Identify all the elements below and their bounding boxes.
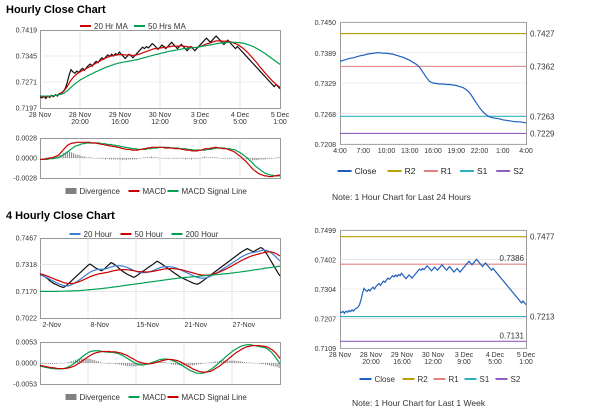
divergence-bar — [277, 363, 278, 367]
divergence-bar — [69, 152, 70, 158]
divergence-bar — [204, 157, 205, 158]
divergence-bar — [165, 362, 166, 363]
price-legend-item-50-hrs-ma[interactable] — [134, 22, 186, 31]
pivot-xtick: 20:00 — [362, 359, 380, 366]
divergence-bar — [100, 362, 101, 363]
price-ytick: 0.7467 — [15, 235, 37, 243]
macd-ytick: 0.0053 — [15, 339, 37, 347]
divergence-bar — [211, 362, 212, 363]
pivot-xtick: 4:00 — [333, 148, 347, 155]
pivot-ytick: 0.7329 — [314, 81, 336, 88]
price-ytick: 0.7022 — [15, 315, 37, 323]
divergence-bar — [174, 158, 175, 159]
divergence-bar — [217, 361, 218, 363]
pivot-xtick: 16:00 — [393, 359, 411, 366]
divergence-bar — [56, 363, 57, 364]
divergence-bar — [71, 361, 72, 363]
price-xtick: 1:00 — [273, 119, 287, 126]
divergence-bar — [190, 363, 191, 365]
price-xtick: 28 Nov — [68, 112, 92, 119]
price-xtick: 28 Nov — [28, 112, 52, 119]
divergence-bar — [87, 359, 88, 363]
divergence-bar — [171, 363, 172, 364]
divergence-bar — [130, 158, 131, 159]
legend-label: Close — [374, 375, 395, 384]
divergence-bar — [183, 158, 184, 159]
price-ytick: 0.7271 — [15, 79, 37, 87]
divergence-bar — [261, 363, 262, 364]
divergence-bar — [227, 361, 228, 363]
divergence-bar — [263, 158, 264, 159]
pivot-level-label: 0.7263 — [530, 112, 555, 122]
pivot-ytick: 0.7450 — [314, 20, 336, 27]
divergence-bar — [136, 158, 137, 159]
divergence-bar — [163, 362, 164, 363]
divergence-bar — [263, 363, 264, 364]
pivot-legend-item-close[interactable] — [360, 375, 396, 384]
divergence-bar — [108, 363, 109, 364]
divergence-bar — [214, 157, 215, 158]
price-xtick: 15-Nov — [136, 322, 160, 329]
divergence-bar — [103, 158, 104, 159]
pivot-level-label: 0.7477 — [530, 232, 555, 242]
divergence-bar — [244, 158, 245, 159]
divergence-bar — [198, 363, 199, 364]
pivot-xtick: 30 Nov — [421, 352, 445, 359]
hourly-pivot-chart-panel — [296, 14, 596, 206]
pivot-legend-item-r2[interactable] — [403, 375, 429, 384]
legend-label: 200 Hour — [185, 230, 219, 239]
pivot-xtick: 9:00 — [457, 359, 471, 366]
legend-label: Close — [354, 166, 377, 176]
divergence-bar — [269, 363, 270, 365]
pivot-legend-item-r1[interactable] — [424, 166, 452, 176]
divergence-bar — [44, 363, 45, 364]
divergence-bar — [129, 363, 130, 366]
pivot-ytick: 0.7208 — [314, 142, 336, 149]
price-xtick: 29 Nov — [108, 112, 132, 119]
divergence-bar — [189, 158, 190, 159]
divergence-bar — [98, 361, 99, 363]
divergence-bar — [119, 158, 120, 159]
divergence-bar — [101, 158, 102, 159]
divergence-bar — [67, 362, 68, 363]
pivot-level-label: 0.7427 — [530, 29, 555, 39]
divergence-bar — [117, 363, 118, 364]
divergence-bar — [127, 363, 128, 366]
divergence-bar — [206, 157, 207, 158]
pivot-level-label: 0.7213 — [530, 312, 555, 322]
divergence-bar — [52, 363, 53, 364]
price-xtick: 3 Dec — [190, 112, 210, 119]
price-legend-item-20-hr-ma[interactable] — [80, 22, 128, 31]
series-macd — [40, 345, 280, 374]
hourly-close-chart-svg — [4, 16, 292, 196]
divergence-bar — [246, 362, 247, 363]
divergence-bar — [208, 157, 209, 158]
legend-label: MACD Signal Line — [181, 393, 247, 402]
macd-ytick: -0.0028 — [13, 175, 37, 183]
divergence-bar — [175, 363, 176, 365]
pivot-xtick: 1:00 — [519, 359, 533, 366]
divergence-bar — [131, 363, 132, 366]
divergence-bar — [261, 158, 262, 159]
divergence-bar — [125, 363, 126, 366]
pivot-legend-item-s1[interactable] — [460, 166, 488, 176]
pivot-xtick: 10:00 — [377, 148, 396, 155]
weekly-pivot-chart-svg — [296, 222, 596, 398]
price-xtick: 4 Dec — [230, 112, 250, 119]
divergence-bar — [166, 158, 167, 159]
divergence-bar — [71, 152, 72, 158]
macd-ytick: 0.0028 — [15, 135, 37, 143]
divergence-bar — [168, 158, 169, 159]
legend-label: Divergence — [79, 393, 120, 402]
divergence-bar — [40, 363, 41, 364]
divergence-bar — [275, 363, 276, 367]
divergence-bar — [126, 158, 127, 160]
divergence-bar — [90, 157, 91, 158]
divergence-bar — [187, 158, 188, 159]
divergence-bar — [69, 362, 70, 363]
divergence-bar — [202, 157, 203, 158]
weekly-pivot-chart-panel — [296, 222, 596, 412]
pivot-ytick: 0.7389 — [314, 50, 336, 58]
legend-label: MACD Signal Line — [181, 187, 247, 196]
weekly-pivot-note: Note: 1 Hour Chart for Last 1 Week — [352, 398, 486, 408]
legend-label: S2 — [513, 166, 524, 176]
series-macd-signal-line — [40, 346, 280, 373]
pivot-level-label: 0.7386 — [499, 254, 524, 264]
divergence-bar — [236, 361, 237, 363]
pivot-legend-item-s2[interactable] — [496, 375, 521, 384]
divergence-bar — [54, 363, 55, 364]
legend-label: 50 Hrs MA — [148, 22, 186, 31]
divergence-bar — [252, 158, 253, 160]
divergence-bar — [77, 154, 78, 158]
macd-plot-frame — [41, 343, 281, 385]
divergence-bar — [256, 158, 257, 160]
divergence-bar — [271, 363, 272, 366]
divergence-bar — [258, 158, 259, 160]
divergence-bar — [132, 158, 133, 159]
pivot-xtick: 28 Nov — [328, 352, 352, 359]
divergence-bar — [277, 157, 278, 158]
pivot-level-label: 0.7229 — [530, 129, 555, 139]
divergence-bar — [82, 157, 83, 158]
divergence-bar — [73, 153, 74, 158]
divergence-bar — [210, 157, 211, 158]
divergence-bar — [80, 156, 81, 158]
divergence-bar — [240, 361, 241, 363]
macd-ytick: 0.0000 — [15, 360, 37, 368]
price-legend-item-200-hour[interactable] — [172, 230, 219, 239]
pivot-legend-item-close[interactable] — [338, 166, 377, 176]
divergence-bar — [113, 158, 114, 159]
divergence-bar — [191, 158, 192, 159]
divergence-bar — [92, 360, 93, 363]
divergence-bar — [223, 158, 224, 159]
series-close — [340, 53, 526, 123]
legend-label: R1 — [440, 166, 452, 176]
divergence-bar — [271, 158, 272, 159]
price-xtick: 2-Nov — [42, 322, 62, 329]
legend-label: R1 — [448, 375, 459, 384]
pivot-xtick: 1:00 — [495, 148, 510, 155]
four-hourly-close-chart-svg — [4, 222, 292, 406]
pivot-xtick: 5:00 — [488, 359, 502, 366]
legend-label: R2 — [404, 166, 416, 176]
series-close — [340, 259, 526, 313]
pivot-ytick: 0.7402 — [314, 257, 336, 265]
price-xtick: 9:00 — [193, 119, 207, 126]
pivot-legend-item-s1[interactable] — [465, 375, 490, 384]
divergence-bar — [111, 158, 112, 159]
divergence-bar — [239, 158, 240, 159]
divergence-bar — [216, 157, 217, 158]
divergence-bar — [192, 363, 193, 365]
divergence-bar — [202, 363, 203, 364]
pivot-xtick: 16:00 — [424, 148, 442, 155]
divergence-bar — [88, 359, 89, 363]
divergence-bar — [151, 157, 152, 158]
divergence-bar — [221, 158, 222, 159]
divergence-bar — [110, 363, 111, 364]
divergence-bar — [267, 158, 268, 159]
divergence-bar — [273, 363, 274, 366]
divergence-bar — [227, 158, 228, 159]
price-xtick: 20:00 — [71, 119, 89, 126]
divergence-bar — [181, 158, 182, 159]
price-xtick: 21-Nov — [184, 322, 208, 329]
divergence-bar — [157, 157, 158, 158]
divergence-bar — [75, 154, 76, 158]
divergence-bar — [197, 158, 198, 159]
price-plot-frame — [41, 31, 281, 109]
legend-label: 20 Hr MA — [94, 22, 128, 31]
price-ytick: 0.7170 — [15, 288, 37, 296]
legend-label: Divergence — [79, 187, 120, 196]
hourly-close-chart-panel — [4, 4, 292, 200]
macd-ytick: 0.0000 — [15, 155, 37, 163]
pivot-xtick: 4 Dec — [485, 352, 505, 359]
four-hourly-close-chart-panel — [4, 210, 292, 410]
legend-label: S2 — [510, 375, 521, 384]
divergence-bar — [209, 362, 210, 363]
price-ytick: 0.7345 — [15, 53, 37, 61]
price-ytick: 0.7419 — [15, 27, 37, 35]
pivot-level-label: 0.7131 — [499, 331, 524, 341]
legend-label: 50 Hour — [134, 230, 163, 239]
divergence-bar — [138, 158, 139, 159]
divergence-bar — [161, 361, 162, 363]
divergence-bar — [195, 158, 196, 159]
divergence-bar — [242, 362, 243, 363]
divergence-bar — [235, 158, 236, 159]
legend-label: S1 — [477, 166, 488, 176]
pivot-xtick: 4:00 — [519, 148, 533, 155]
pivot-ytick: 0.7268 — [314, 111, 336, 119]
divergence-bar — [232, 361, 233, 363]
divergence-bar — [213, 362, 214, 363]
divergence-bar — [121, 363, 122, 365]
divergence-bar — [86, 157, 87, 158]
divergence-bar — [107, 158, 108, 159]
divergence-bar — [153, 157, 154, 158]
pivot-xtick: 19:00 — [447, 148, 466, 155]
divergence-bar — [193, 158, 194, 159]
price-xtick: 12:00 — [151, 119, 169, 126]
divergence-bar — [244, 362, 245, 363]
divergence-bar — [105, 158, 106, 159]
pivot-ytick: 0.7207 — [314, 316, 336, 324]
divergence-bar — [115, 158, 116, 159]
divergence-bar — [259, 363, 260, 364]
pivot-xtick: 5 Dec — [516, 352, 536, 359]
legend-label: S1 — [479, 375, 490, 384]
divergence-bar — [238, 361, 239, 363]
divergence-bar — [176, 158, 177, 159]
divergence-bar — [98, 158, 99, 159]
divergence-bar — [46, 157, 47, 158]
divergence-bar — [254, 158, 255, 160]
pivot-xtick: 28 Nov — [359, 352, 383, 359]
pivot-xtick: 7:00 — [356, 148, 371, 155]
divergence-bar — [90, 359, 91, 363]
divergence-bar — [115, 363, 116, 364]
hourly-close-chart-title: Hourly Close Chart — [6, 4, 106, 16]
divergence-bar — [96, 361, 97, 363]
divergence-bar — [117, 158, 118, 159]
pivot-legend-item-s2[interactable] — [496, 166, 524, 176]
pivot-ytick: 0.7499 — [314, 228, 336, 235]
divergence-bar — [279, 157, 280, 158]
macd-legend-item-macd[interactable] — [129, 187, 167, 196]
divergence-bar — [147, 157, 148, 158]
divergence-bar — [42, 363, 43, 364]
divergence-bar — [260, 158, 261, 159]
pivot-xtick: 29 Nov — [390, 352, 414, 359]
divergence-bar — [113, 363, 114, 364]
macd-legend-item-macd-signal-line[interactable] — [168, 393, 248, 402]
divergence-bar — [234, 361, 235, 363]
price-legend-item-50-hour[interactable] — [121, 230, 164, 239]
legend-label: R2 — [417, 375, 428, 384]
price-xtick: 27-Nov — [232, 322, 256, 329]
divergence-bar — [133, 363, 134, 367]
price-xtick: 30 Nov — [148, 112, 172, 119]
price-xtick: 16:00 — [111, 119, 129, 126]
divergence-bar — [196, 363, 197, 365]
pivot-level-label: 0.7362 — [530, 62, 555, 72]
divergence-bar — [185, 158, 186, 159]
price-xtick: 5:00 — [233, 119, 247, 126]
divergence-bar — [48, 363, 49, 364]
divergence-bar — [237, 158, 238, 159]
divergence-bar — [46, 363, 47, 364]
hourly-pivot-chart-svg — [296, 14, 596, 192]
hourly-pivot-note: Note: 1 Hour Chart for Last 24 Hours — [332, 192, 471, 202]
divergence-bar — [120, 158, 121, 159]
pivot-xtick: 22:00 — [470, 148, 489, 155]
four-hourly-close-chart-title: 4 Hourly Close Chart — [6, 210, 115, 222]
pivot-legend-item-r2[interactable] — [388, 166, 416, 176]
divergence-bar — [119, 363, 120, 365]
price-ytick: 0.7197 — [15, 105, 37, 113]
divergence-bar — [88, 157, 89, 158]
divergence-bar — [265, 158, 266, 159]
divergence-bar — [123, 363, 124, 365]
divergence-bar — [173, 363, 174, 365]
divergence-bar — [200, 363, 201, 364]
divergence-bar — [155, 157, 156, 158]
macd-ytick: -0.0053 — [13, 381, 37, 389]
pivot-ytick: 0.7304 — [314, 287, 336, 294]
legend-label: MACD — [142, 187, 167, 196]
divergence-bar — [73, 361, 74, 363]
price-legend-item-20-hour[interactable] — [70, 230, 113, 239]
price-xtick: 8-Nov — [90, 322, 110, 329]
divergence-bar — [188, 363, 189, 366]
legend-swatch — [66, 188, 77, 194]
price-xtick: 5 Dec — [270, 112, 290, 119]
macd-legend-item-macd[interactable] — [129, 393, 167, 402]
divergence-bar — [122, 158, 123, 160]
divergence-bar — [229, 361, 230, 363]
legend-label: MACD — [142, 393, 167, 402]
divergence-bar — [212, 157, 213, 158]
divergence-bar — [84, 157, 85, 158]
divergence-bar — [109, 158, 110, 159]
divergence-bar — [229, 158, 230, 159]
divergence-bar — [269, 158, 270, 159]
divergence-bar — [145, 157, 146, 158]
divergence-bar — [124, 158, 125, 159]
divergence-bar — [231, 361, 232, 363]
pivot-ytick: 0.7109 — [314, 346, 336, 353]
divergence-bar — [79, 155, 80, 158]
pivot-xtick: 12:00 — [424, 359, 442, 366]
divergence-bar — [100, 158, 101, 159]
divergence-bar — [149, 157, 150, 158]
divergence-bar — [134, 158, 135, 159]
divergence-bar — [250, 158, 251, 159]
pivot-legend-item-r1[interactable] — [434, 375, 460, 384]
divergence-bar — [178, 158, 179, 159]
divergence-bar — [231, 158, 232, 159]
pivot-xtick: 3 Dec — [454, 352, 474, 359]
pivot-xtick: 13:00 — [400, 148, 419, 155]
divergence-bar — [164, 158, 165, 159]
divergence-bar — [143, 157, 144, 158]
divergence-bar — [215, 361, 216, 363]
divergence-bar — [265, 363, 266, 365]
macd-legend-item-divergence[interactable] — [66, 393, 121, 402]
macd-legend-item-macd-signal-line[interactable] — [168, 187, 248, 196]
legend-swatch — [66, 394, 77, 400]
divergence-bar — [240, 158, 241, 159]
divergence-bar — [194, 363, 195, 365]
macd-legend-item-divergence[interactable] — [66, 187, 121, 196]
divergence-bar — [94, 360, 95, 363]
legend-label: 20 Hour — [83, 230, 112, 239]
divergence-bar — [128, 158, 129, 159]
divergence-bar — [267, 363, 268, 365]
price-ytick: 0.7318 — [15, 262, 37, 270]
divergence-bar — [50, 363, 51, 364]
